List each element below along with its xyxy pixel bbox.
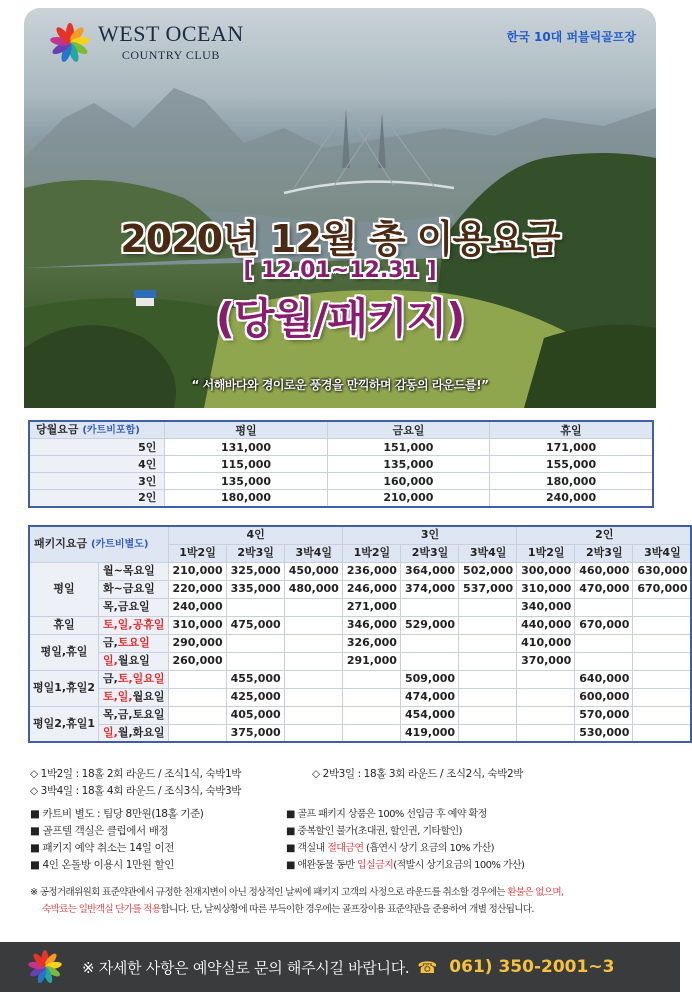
pricing-kind: (당월/패키지)	[215, 294, 465, 343]
price-cell: 310,000	[168, 616, 226, 634]
price-cell	[342, 670, 400, 688]
policy-highlight: 환불은 없으며,	[507, 887, 564, 898]
note-right: ■ 골프 패키지 상품은 100% 선입금 후 예약 확정	[286, 809, 487, 820]
price-cell	[168, 670, 226, 688]
price-cell: 405,000	[226, 706, 284, 724]
price-cell: 410,000	[517, 634, 575, 652]
day-label	[99, 724, 169, 742]
note-text: ■ 객실내	[286, 843, 328, 854]
refund-policy	[30, 884, 660, 918]
price-cell: 600,000	[575, 688, 633, 706]
day-label	[99, 688, 169, 706]
note-highlight: 입실금지	[356, 860, 394, 871]
price-cell: 115,000	[165, 456, 327, 473]
stay-header: 3박4일	[284, 544, 342, 562]
day-text: 금,	[103, 672, 118, 685]
price-cell: 529,000	[400, 616, 458, 634]
package-head-sub: (카트비별도)	[90, 538, 149, 550]
stay-notes	[30, 766, 656, 800]
price-cell	[633, 616, 692, 634]
price-cell: 300,000	[517, 562, 575, 580]
price-cell	[459, 724, 517, 742]
price-cell: 509,000	[400, 670, 458, 688]
price-cell	[342, 706, 400, 724]
note-right: ■ 중복할인 불가(초대권, 할인권, 기타할인)	[286, 826, 462, 837]
price-cell	[284, 670, 342, 688]
price-cell	[284, 688, 342, 706]
stay-header: 3박4일	[459, 544, 517, 562]
price-cell: 375,000	[226, 724, 284, 742]
price-cell	[226, 634, 284, 652]
stay-header: 2박3일	[226, 544, 284, 562]
day-label	[99, 598, 169, 616]
policy-notes	[30, 806, 656, 874]
monthly-price-table	[28, 420, 654, 508]
stay-header: 2박3일	[575, 544, 633, 562]
table-row	[29, 724, 691, 742]
table-row	[29, 616, 691, 634]
day-text: 월요일	[117, 654, 150, 667]
price-cell	[342, 724, 400, 742]
price-cell: 180,000	[165, 490, 327, 507]
table-header	[29, 421, 653, 439]
price-cell	[517, 724, 575, 742]
stay-header: 1박2일	[342, 544, 400, 562]
price-cell: 325,000	[226, 562, 284, 580]
monthly-head-sub: (카트비포함)	[82, 425, 140, 436]
price-cell	[342, 688, 400, 706]
group-header: 4인	[168, 526, 342, 544]
price-cell	[284, 634, 342, 652]
price-cell	[459, 652, 517, 670]
stay-note: ◇ 1박2일 : 18홀 2회 라운드 / 조식1식, 숙박1박	[30, 768, 242, 780]
price-cell: 210,000	[327, 490, 489, 507]
column-header: 평일	[165, 421, 327, 439]
day-text: 금,	[103, 636, 118, 649]
monthly-header-label	[29, 421, 165, 439]
price-cell	[517, 688, 575, 706]
price-cell: 346,000	[342, 616, 400, 634]
day-text: 일,	[103, 654, 118, 667]
table-row	[29, 598, 691, 616]
price-cell: 640,000	[575, 670, 633, 688]
table-row	[29, 688, 691, 706]
day-label	[99, 580, 169, 598]
flower-logo-icon	[50, 23, 90, 63]
table-row	[29, 562, 691, 580]
note-left: ■ 카트비 별도 : 팀당 8만원(18홀 기준)	[30, 808, 204, 820]
price-cell: 271,000	[342, 598, 400, 616]
flower-logo-icon	[28, 950, 62, 984]
price-cell	[284, 724, 342, 742]
price-cell	[284, 652, 342, 670]
policy-highlight: 숙박료는 일반객실 단가를 적용	[42, 904, 161, 915]
stay-header: 1박2일	[517, 544, 575, 562]
price-cell: 450,000	[284, 562, 342, 580]
price-cell	[517, 670, 575, 688]
price-cell	[459, 598, 517, 616]
column-header: 휴일	[490, 421, 653, 439]
price-cell: 260,000	[168, 652, 226, 670]
day-label	[99, 670, 169, 688]
policy-text: 합니다. 단, 날씨상황에 따른 부득이한 경우에는 골프장이용 표준약관을 준용하여 개별 정산됩니다.	[160, 904, 534, 915]
price-cell: 135,000	[165, 473, 327, 490]
price-cell: 340,000	[517, 598, 575, 616]
footer-text: ※ 자세한 사항은 예약실로 문의 해주시길 바랍니다.	[82, 958, 410, 977]
price-cell	[633, 706, 692, 724]
phone-number[interactable]: 061) 350-2001~3	[449, 957, 615, 977]
price-cell: 470,000	[575, 580, 633, 598]
price-cell	[284, 706, 342, 724]
price-cell: 155,000	[490, 456, 653, 473]
note-text: ■ 애완동물 동반	[286, 860, 357, 871]
price-cell	[284, 616, 342, 634]
row-group-label: 평일	[29, 562, 99, 616]
note-highlight: 절대금연	[327, 843, 364, 854]
price-cell	[633, 670, 692, 688]
price-cell	[400, 652, 458, 670]
footer-bar	[0, 942, 680, 992]
price-cell	[459, 670, 517, 688]
price-cell	[459, 688, 517, 706]
table-row	[29, 580, 691, 598]
group-header: 2인	[517, 526, 692, 544]
price-cell	[284, 598, 342, 616]
price-cell: 290,000	[168, 634, 226, 652]
day-label	[99, 652, 169, 670]
table-row	[29, 706, 691, 724]
price-cell: 240,000	[490, 490, 653, 507]
price-cell: 151,000	[327, 439, 489, 456]
row-group-label: 평일2,휴일1	[29, 706, 99, 742]
price-cell	[633, 688, 692, 706]
note-right-smoking	[286, 840, 494, 857]
row-label: 2인	[29, 490, 165, 507]
price-cell	[400, 598, 458, 616]
price-cell	[575, 634, 633, 652]
price-cell: 480,000	[284, 580, 342, 598]
row-label: 4인	[29, 456, 165, 473]
brand-sub: COUNTRY CLUB	[121, 48, 220, 62]
price-cell: 374,000	[400, 580, 458, 598]
day-text: 목,금요일	[103, 600, 150, 613]
price-cell: 210,000	[168, 562, 226, 580]
price-cell: 171,000	[490, 439, 653, 456]
price-cell: 220,000	[168, 580, 226, 598]
price-cell: 454,000	[400, 706, 458, 724]
price-cell: 236,000	[342, 562, 400, 580]
logo	[50, 22, 244, 64]
day-text: 화~금요일	[103, 582, 155, 595]
price-cell: 475,000	[226, 616, 284, 634]
price-cell: 240,000	[168, 598, 226, 616]
price-cell	[459, 616, 517, 634]
day-label	[99, 616, 169, 634]
price-cell: 474,000	[400, 688, 458, 706]
price-cell: 160,000	[327, 473, 489, 490]
day-text: 일,	[103, 725, 118, 739]
price-cell: 570,000	[575, 706, 633, 724]
stay-note: ◇ 3박4일 : 18홀 4회 라운드 / 조식3식, 숙박3박	[30, 785, 242, 797]
day-text: 토,일요일	[117, 672, 165, 685]
price-cell	[459, 706, 517, 724]
table-row	[29, 652, 691, 670]
note-text: (적발시 상기요금의 100% 가산)	[393, 860, 525, 871]
day-label	[99, 706, 169, 724]
period: [ 12.01~12.31 ]	[243, 258, 437, 283]
price-cell: 370,000	[517, 652, 575, 670]
day-text: 토,일,	[103, 690, 133, 703]
package-header-label	[29, 526, 168, 562]
day-label	[99, 562, 169, 580]
note-text: (흡연시 상기 요금의 10% 가산)	[363, 843, 494, 854]
price-cell: 364,000	[400, 562, 458, 580]
stay-header: 3박4일	[633, 544, 692, 562]
price-cell: 630,000	[633, 562, 692, 580]
price-cell: 131,000	[165, 439, 327, 456]
price-cell: 419,000	[400, 724, 458, 742]
day-label	[99, 634, 169, 652]
price-cell	[226, 598, 284, 616]
price-cell: 455,000	[226, 670, 284, 688]
price-cell	[459, 634, 517, 652]
table-row	[29, 473, 653, 490]
slogan: “ 서해바다와 경이로운 풍경을 만끽하며 감동의 라운드를!”	[191, 378, 489, 392]
note-left: ■ 패키지 예약 취소는 14일 이전	[30, 842, 174, 854]
row-group-label: 휴일	[29, 616, 99, 634]
price-cell	[168, 724, 226, 742]
price-cell	[633, 652, 692, 670]
row-group-label: 평일,휴일	[29, 634, 99, 670]
table-row	[29, 439, 653, 456]
price-cell	[226, 652, 284, 670]
price-cell	[633, 724, 692, 742]
policy-text: ※ 공정거래위원회 표준약관에서 규정한 천재지변이 아닌 정상적인 날씨에 패키지 고객의 사정으로 라운드를 취소할 경우에는	[30, 887, 508, 898]
brand-name: WEST OCEAN	[98, 21, 244, 46]
package-price-table	[28, 525, 692, 743]
price-cell	[168, 706, 226, 724]
page-title: 2020년 12월 총 이용요금	[120, 217, 560, 261]
price-cell: 326,000	[342, 634, 400, 652]
table-header	[29, 526, 691, 544]
price-cell	[575, 652, 633, 670]
price-cell: 425,000	[226, 688, 284, 706]
note-left: ■ 골프텔 객실은 클럽에서 배정	[30, 825, 169, 837]
price-cell: 310,000	[517, 580, 575, 598]
phone-icon: ☎	[417, 957, 438, 977]
price-cell: 670,000	[575, 616, 633, 634]
price-cell	[517, 706, 575, 724]
tagline: 한국 10대 퍼블릭골프장	[506, 30, 636, 44]
table-row	[29, 670, 691, 688]
price-cell: 460,000	[575, 562, 633, 580]
row-group-label: 평일1,휴일2	[29, 670, 99, 706]
price-cell: 670,000	[633, 580, 692, 598]
price-cell: 180,000	[490, 473, 653, 490]
price-cell: 246,000	[342, 580, 400, 598]
hero-banner	[24, 8, 656, 408]
day-text: 월~목요일	[103, 564, 155, 577]
row-label: 3인	[29, 473, 165, 490]
package-head-label: 패키지요금	[34, 536, 88, 550]
table-row	[29, 490, 653, 507]
price-cell	[633, 598, 692, 616]
price-cell	[633, 634, 692, 652]
price-cell: 537,000	[459, 580, 517, 598]
stay-header: 2박3일	[400, 544, 458, 562]
price-cell: 291,000	[342, 652, 400, 670]
price-cell: 502,000	[459, 562, 517, 580]
day-text: 월요일	[132, 690, 165, 703]
column-header: 금요일	[327, 421, 489, 439]
monthly-head-label: 당월요금	[36, 423, 79, 436]
stay-note: ◇ 2박3일 : 18홀 3회 라운드 / 조식2식, 숙박2박	[312, 768, 524, 780]
day-text: 월,화요일	[117, 725, 165, 739]
day-text: 토,일,공휴일	[103, 618, 165, 631]
row-label: 5인	[29, 439, 165, 456]
table-row	[29, 456, 653, 473]
group-header: 3인	[342, 526, 516, 544]
price-cell: 530,000	[575, 724, 633, 742]
day-text: 목,금,토요일	[103, 708, 165, 721]
price-cell: 440,000	[517, 616, 575, 634]
price-cell: 135,000	[327, 456, 489, 473]
price-cell	[400, 634, 458, 652]
note-right-pets	[286, 857, 524, 874]
price-cell	[168, 688, 226, 706]
table-row	[29, 634, 691, 652]
price-cell: 335,000	[226, 580, 284, 598]
day-text: 토요일	[117, 636, 150, 649]
note-left: ■ 4인 온돌방 이용시 1만원 할인	[30, 859, 174, 871]
stay-header: 1박2일	[168, 544, 226, 562]
price-cell	[575, 598, 633, 616]
